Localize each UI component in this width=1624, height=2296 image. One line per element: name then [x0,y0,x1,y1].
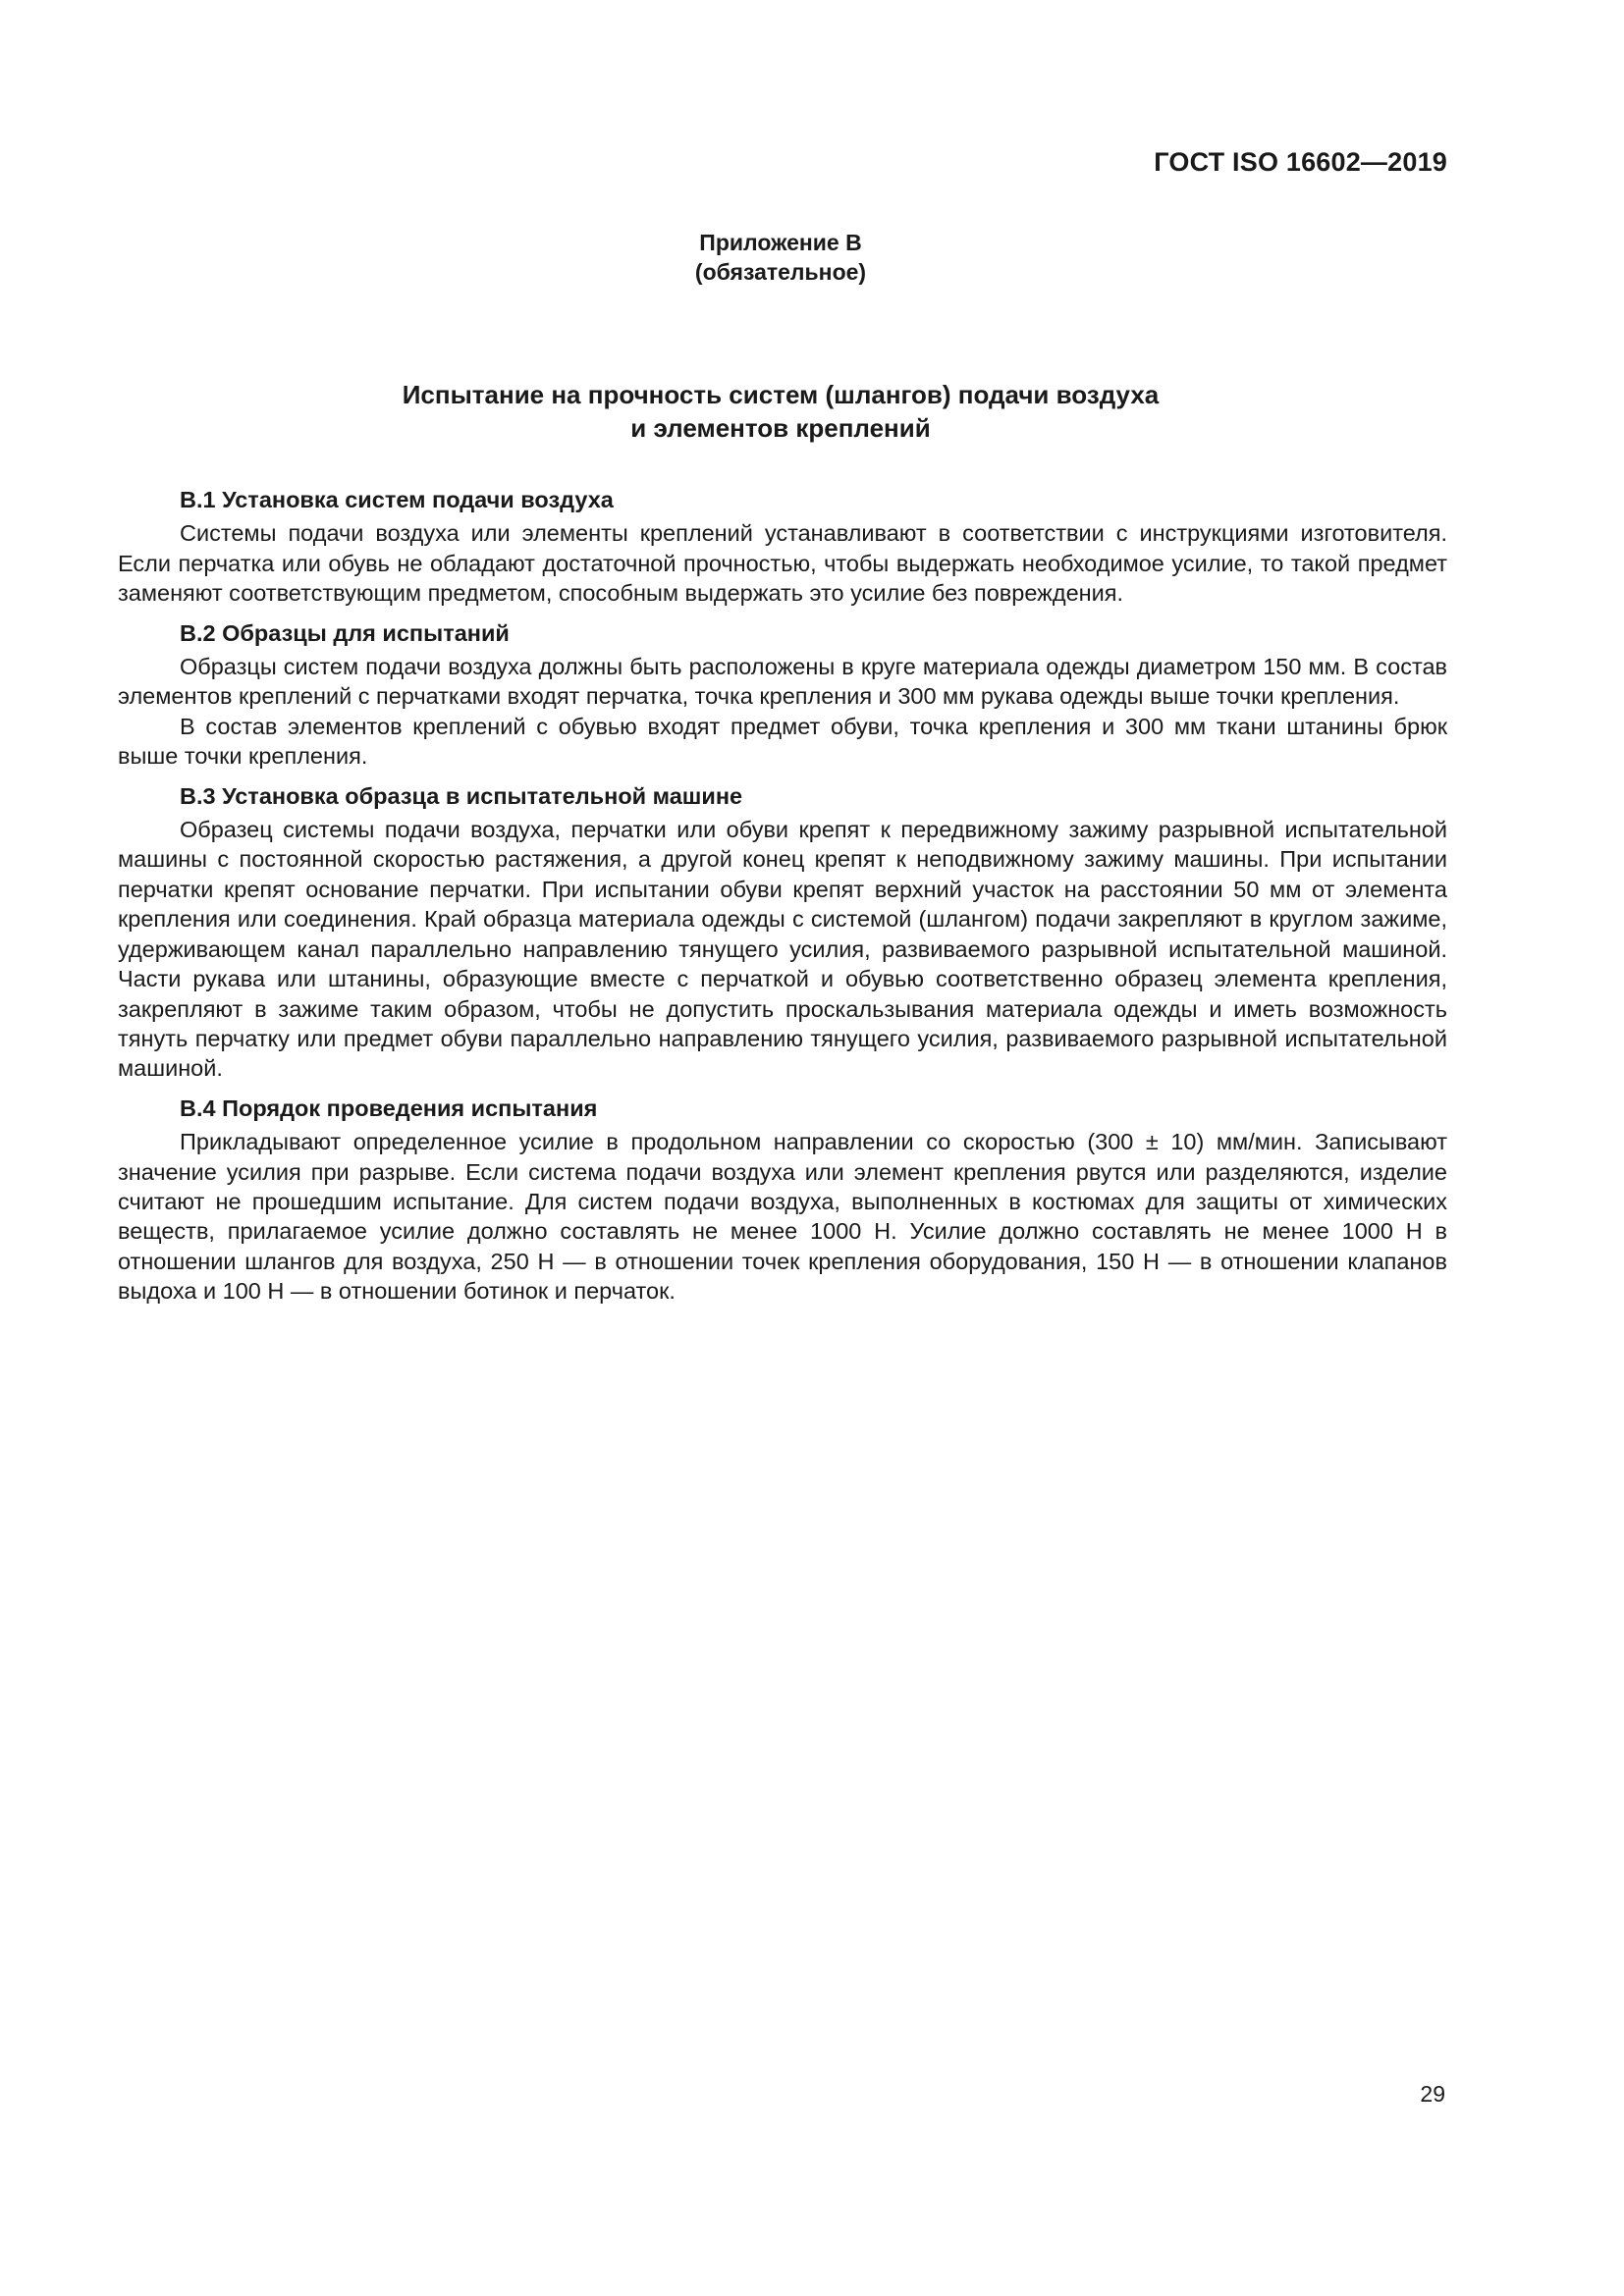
section-b2 [118,618,1447,772]
paragraph: Образцы систем подачи воздуха должны быть расположены в круге материала одежды диаметром 150 мм. В состав элементов креплений с перчатками входят перчатка, точка крепления и 300 мм рукава одежды выше точки крепления. [118,654,1447,710]
annex-title-line-1: Испытание на прочность систем (шлангов) подачи воздуха [402,380,1160,409]
section-heading: В.1 Установка систем подачи воздуха [180,487,614,512]
section-b3 [118,781,1447,1084]
page-number: 29 [1420,2081,1445,2107]
section-heading: В.3 Установка образца в испытательной машине [180,782,743,809]
document-body [118,485,1447,1316]
section-b1 [118,485,1447,609]
annex-title-line-2: и элементов креплений [630,413,931,443]
annex-status: (обязательное) [694,259,867,285]
paragraph: Образец системы подачи воздуха, перчатки или обуви крепят к передвижному зажиму разрывной испытательной машины с постоянной скоростью растяжения, а другой конец крепят к неподвижному зажиму машины. При испытании перчатки крепят основание перчатки. При испытании обуви крепят верхний участок на расстоянии 50 мм от элемента крепления или соединения. Край образца материала одежды с системой (шлангом) подачи закрепляют в круглом зажиме, удерживающем канал параллельно направлению тянущего усилия, развиваемого разрывной испытательной машиной. Части рукава или штанины, образующие вместе с перчаткой и обувью соответственно образец элемента крепления, закрепляют в зажиме таким образом, чтобы не допустить проскальзывания материала одежды и иметь возможность тянуть перчатку или предмет обуви параллельно направлению тянущего усилия, развиваемого разрывной испытательной машиной. [118,817,1447,1082]
annex-label: Приложение В [699,230,862,255]
paragraph: Прикладывают определенное усилие в продольном направлении со скоростью (300 ± 10) мм/мин. Записывают значение усилия при разрыве. Если система подачи воздуха или элемент крепления рвутся или разделяются, изделие считают не прошедшим испытание. Для систем подачи воздуха, выполненных в костюмах для защиты от химических веществ, прилагаемое усилие должно составлять не менее 1000 Н. Усилие должно составлять не менее 1000 Н в отношении шлангов для воздуха, 250 Н — в отношении точек крепления оборудования, 150 Н — в отношении клапанов выдоха и 100 Н — в отношении ботинок и перчаток. [118,1129,1447,1305]
section-heading: В.4 Порядок проведения испытания [180,1095,598,1121]
section-b4 [118,1094,1447,1307]
paragraph: В состав элементов креплений с обувью входят предмет обуви, точка крепления и 300 мм ткани штанины брюк выше точки крепления. [118,713,1447,770]
section-heading: В.2 Образцы для испытаний [180,619,510,646]
annex-title [0,378,1561,445]
paragraph: Системы подачи воздуха или элементы креплений устанавливают в соответствии с инструкциями изготовителя. Если перчатка или обувь не обладают достаточной прочностью, чтобы выдержать необходимое усилие, то такой предмет заменяют соответствующим предметом, способным выдержать это усилие без повреждения. [118,520,1447,607]
annex-heading [0,228,1561,287]
document-code: ГОСТ ISO 16602—2019 [1154,147,1447,177]
